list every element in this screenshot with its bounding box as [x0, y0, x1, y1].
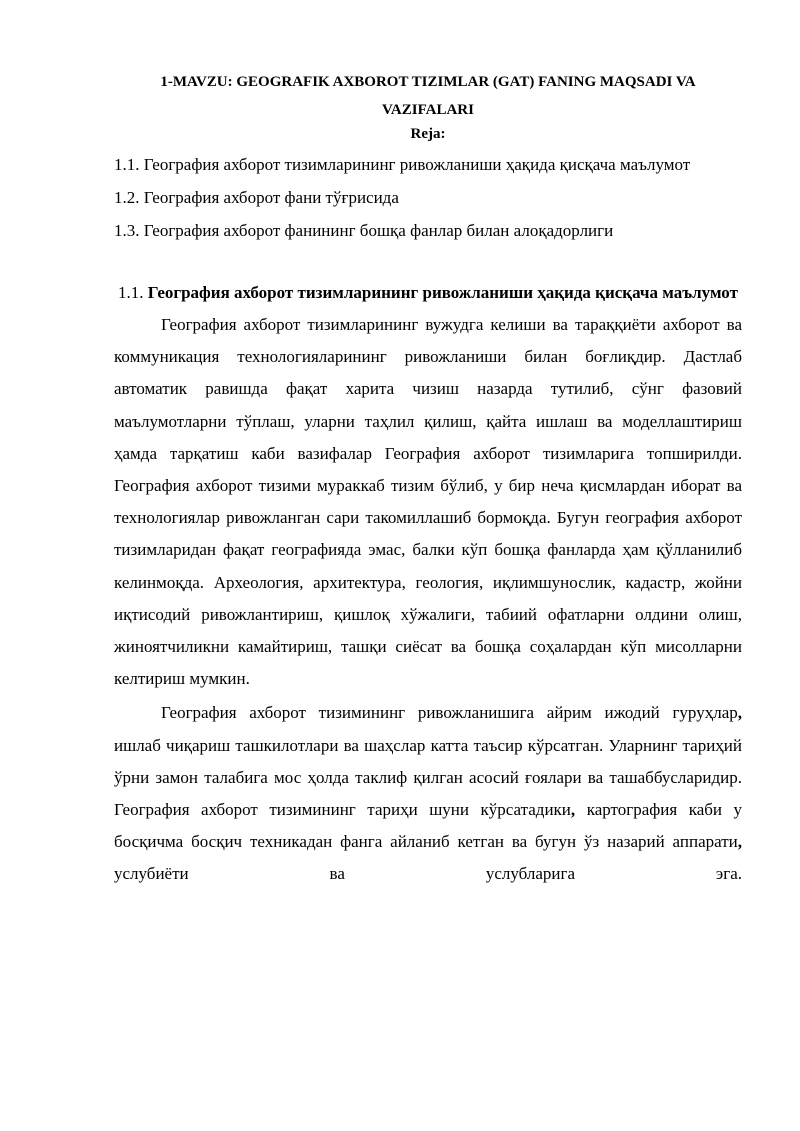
- section-heading-text: География ахборот тизимларининг ривожланиши ҳақида қисқача маълумот: [147, 283, 738, 302]
- paragraph-2-part-3: картография каби у босқичма босқич техникадан фанга айланиб кетган ва бугун ўз назарий аппарати: [114, 800, 743, 852]
- section-heading: [114, 276, 742, 309]
- plan-item-3: 1.3. География ахборот фанининг бошқа фанлар билан алоқадорлиги: [114, 221, 614, 240]
- paragraph-1: География ахборот тизимларининг вужудга келиши ва тараққиёти ахборот ва коммуникация технологияларининг ривожланиши билан боғлиқдир. Дастлаб автоматик равишда фақат харита чизиш назарда тутилиб, сўнг фазовий маълумотларни тўплаш, уларни таҳлил қилиш, қайта ишлаш ва моделлаштириш ҳамда тарқатиш каби вазифалар География ахборот тизимларига топширилди. География ахборот тизими мураккаб тизим бўлиб, у бир неча қисмлардан иборат ва технологиялар ривожланган сари такомиллашиб бормоқда. Бугун география ахборот тизимларидан фақат географияда эмас, балки кўп бошқа фанларда ҳам қўлланилиб келинмоқда. Археология, архитектура, геология, иқлимшунослик, кадастр, жойни иқтисодий ривожлантириш, қишлоқ хўжалиги, табиий офатларни олдини олиш, жиноятчиликни камайтириш, ташқи сиёсат ва бошқа соҳалардан кўп мисолларни келтириш мумкин.: [114, 315, 742, 689]
- section-number: 1.1.: [118, 283, 148, 302]
- paragraph-2-comma-3: ,: [737, 832, 742, 852]
- paragraph-2-part-1: География ахборот тизимининг ривожланишига айрим ижодий гуруҳлар: [161, 703, 738, 723]
- paragraph-2-part-2: ишлаб чиқариш ташкилотлари ва шаҳслар катта таъсир кўрсатган. Уларнинг тариҳий ўрни замон талабига мос ҳолда таклиф қилган асосий ғоялари ва ташаббусларидир. География ахборот тизимининг тариҳи шуни кўрсатадики: [114, 735, 742, 820]
- paragraph-2-part-4: услубиёти ва услубларига эга.: [114, 864, 742, 884]
- plan-label: Reja:: [410, 126, 446, 142]
- plan-item-2: 1.2. География ахборот фани тўғрисида: [114, 188, 399, 207]
- plan-item-1: 1.1. География ахборот тизимларининг ривожланиши ҳақида қисқача маълумот: [114, 155, 691, 174]
- paragraph-2-comma-2: ,: [570, 800, 576, 820]
- document-page: [114, 68, 742, 891]
- document-title: 1-MAVZU: GEOGRAFIK AXBOROT TIZIMLAR (GAT) FANING MAQSADI VA VAZIFALARI: [160, 74, 696, 118]
- paragraph-2: [114, 697, 742, 890]
- paragraph-2-comma-1: ,: [737, 703, 742, 723]
